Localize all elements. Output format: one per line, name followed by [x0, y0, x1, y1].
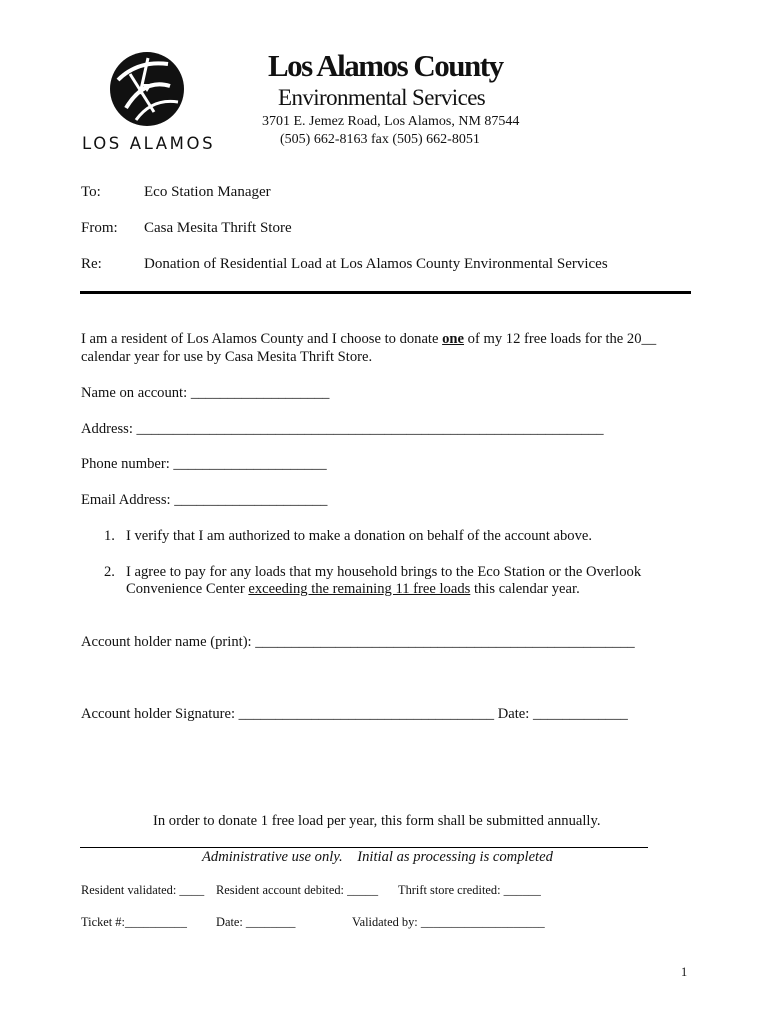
account-holder-signature-field[interactable]: Account holder Signature: ___________________________________ Date: _____________	[81, 706, 628, 722]
re-label: Re:	[81, 256, 102, 272]
admin-use-note: Administrative use only. Initial as processing is completed	[202, 849, 553, 865]
emphasis-one: one	[442, 331, 465, 347]
org-phone: (505) 662-8163 fax (505) 662-8051	[280, 132, 480, 147]
list-item-2-line-2: Convenience Center exceeding the remaining 11 free loads this calendar year.	[126, 581, 580, 597]
name-on-account-field[interactable]: Name on account: ___________________	[81, 385, 330, 401]
list-item-1-text: I verify that I am authorized to make a donation on behalf of the account above.	[126, 528, 593, 544]
resident-validated-field[interactable]: Resident validated: ____	[81, 883, 205, 897]
thrift-store-credited-field[interactable]: Thrift store credited: ______	[398, 883, 541, 897]
los-alamos-logo-icon	[108, 50, 186, 128]
phone-number-field[interactable]: Phone number: _____________________	[81, 456, 327, 472]
admin-divider	[80, 847, 648, 848]
department-name: Environmental Services	[278, 85, 486, 110]
logo-text: LOS ALAMOS	[82, 134, 216, 153]
to-label: To:	[81, 184, 101, 200]
list-item-1-number: 1.	[104, 528, 115, 544]
org-name: Los Alamos County	[268, 48, 503, 83]
account-holder-name-field[interactable]: Account holder name (print): ____________________________________________________	[81, 634, 635, 650]
header-divider	[80, 291, 691, 294]
org-address: 3701 E. Jemez Road, Los Alamos, NM 87544	[262, 114, 520, 129]
ticket-number-field[interactable]: Ticket #:__________	[81, 915, 187, 929]
annual-submission-note: In order to donate 1 free load per year, this form shall be submitted annually.	[153, 813, 601, 829]
email-address-field[interactable]: Email Address: _____________________	[81, 492, 328, 508]
admin-date-field[interactable]: Date: ________	[216, 915, 296, 929]
free-loads-emphasis: exceeding the remaining 11 free loads	[248, 581, 471, 597]
from-label: From:	[81, 220, 118, 236]
list-item-2-line-1: I agree to pay for any loads that my household brings to the Eco Station or the Overlook	[126, 564, 642, 580]
resident-account-debited-field[interactable]: Resident account debited: _____	[216, 883, 379, 897]
from-value: Casa Mesita Thrift Store	[144, 220, 292, 236]
intro-line-2: calendar year for use by Casa Mesita Thrift Store.	[81, 349, 373, 365]
validated-by-field[interactable]: Validated by: ____________________	[352, 915, 545, 929]
re-value: Donation of Residential Load at Los Alamos County Environmental Services	[144, 256, 608, 272]
to-value: Eco Station Manager	[144, 184, 271, 200]
list-item-2-number: 2.	[104, 564, 115, 580]
address-field[interactable]: Address: ________________________________________________________________	[81, 421, 604, 437]
page-number: 1	[681, 965, 688, 979]
intro-line-1: I am a resident of Los Alamos County and I choose to donate one of my 12 free loads for the 20__	[81, 331, 657, 347]
